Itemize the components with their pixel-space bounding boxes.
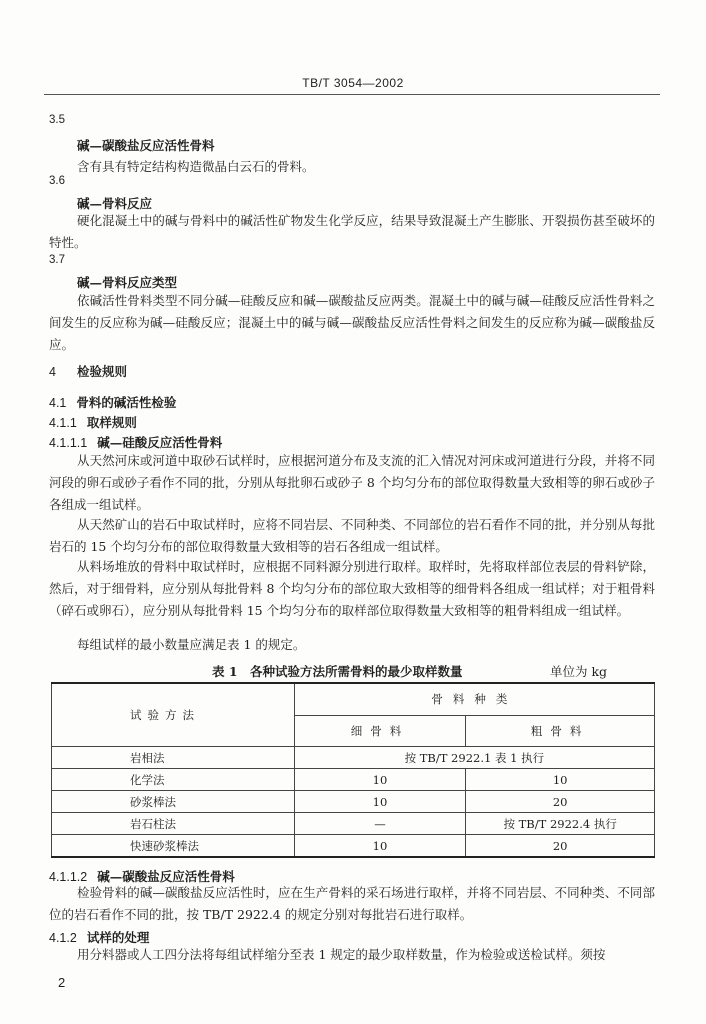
table-row — [52, 835, 655, 858]
section-3-6-number: 3.6 — [49, 175, 65, 187]
section-4-1-1-1-paragraph-1: 从天然河床或河道中取砂石试样时，应根据河道分布及支流的汇入情况对河床或河道进行分段，并将不同河段的卵石或砂子看作不同的批，分别从每批卵石或砂子 8 个均匀分布的部位取得数量大致相等的卵石或砂子各组成一组试样。 — [49, 453, 655, 512]
section-3-5-definition: 含有具有特定结构构造微晶白云石的骨料。 — [77, 159, 315, 174]
table-cell-fine: 10 — [294, 791, 466, 813]
table-1 — [51, 682, 655, 858]
table-cell-merged: 按 TB/T 2922.1 表 1 执行 — [294, 747, 654, 769]
section-3-5-number: 3.5 — [49, 114, 65, 126]
table-cell-fine: — — [294, 813, 466, 835]
table-cell-method: 岩石柱法 — [52, 813, 295, 835]
section-4-1-number: 4.1 — [49, 396, 67, 410]
section-3-6-term: 碱—骨料反应 — [77, 196, 153, 211]
section-4-1-1-1-paragraph-2: 从天然矿山的岩石中取试样时，应将不同岩层、不同种类、不同部位的岩石看作不同的批，并分别从每批岩石的 15 个均匀分布的部位取得数量大致相等的岩石各组成一组试样。 — [49, 517, 655, 554]
section-4-1-2-title: 试样的处理 — [86, 930, 150, 945]
table-header-coarse: 粗骨料 — [466, 715, 655, 747]
table-header-fine: 细骨料 — [294, 715, 466, 747]
table-header-row — [52, 683, 655, 715]
table-row — [52, 791, 655, 813]
table-cell-method: 砂浆棒法 — [52, 791, 295, 813]
table-cell-fine: 10 — [294, 835, 466, 858]
table-cell-coarse: 10 — [466, 769, 655, 791]
table-cell-method: 快速砂浆棒法 — [52, 835, 295, 858]
section-4-1-1-title: 取样规则 — [86, 415, 137, 430]
section-3-5-term: 碱—碳酸盐反应活性骨料 — [77, 138, 215, 153]
section-4-1-2-number: 4.1.2 — [49, 931, 77, 945]
section-4-1-1-2-paragraph: 检验骨料的碱—碳酸盐反应活性时，应在生产骨料的采石场进行取样，并将不同岩层、不同种类、不同部位的岩石看作不同的批，按 TB/T 2922.4 的规定分别对每批岩石进行取样。 — [49, 885, 655, 922]
section-4-1-1-1-heading — [49, 433, 222, 451]
page-number: 2 — [58, 975, 66, 990]
table-1-unit: 单位为 kg — [550, 664, 608, 679]
table-row — [52, 747, 655, 769]
section-3-7-term: 碱—骨料反应类型 — [77, 275, 178, 290]
section-3-7-definition: 依碱活性骨料类型不同分碱—硅酸反应和碱—碳酸盐反应两类。混凝土中的碱与碱—硅酸反应活性骨料之间发生的反应称为碱—硅酸反应；混凝土中的碱与碱—碳酸盐反应活性骨料之间发生的反应称为碱—碳酸盐反应。 — [49, 293, 655, 352]
section-4-1-1-number: 4.1.1 — [49, 416, 77, 430]
table-row — [52, 813, 655, 835]
standard-number-header: TB/T 3054—2002 — [302, 76, 404, 90]
section-4-1-heading — [49, 393, 176, 411]
table-row — [52, 769, 655, 791]
section-4-1-1-1-number: 4.1.1.1 — [49, 436, 88, 450]
section-4-title: 检验规则 — [77, 364, 128, 379]
section-4-1-2-paragraph: 用分料器或人工四分法将每组试样缩分至表 1 规定的最少取样数量，作为检验或送检试样。须按 — [77, 947, 606, 962]
section-4-number: 4 — [49, 365, 56, 379]
section-4-1-title: 骨料的碱活性检验 — [76, 395, 177, 410]
section-3-6-definition: 硬化混凝土中的碱与骨料中的碱活性矿物发生化学反应，结果导致混凝土产生膨胀、开裂损伤甚至破坏的特性。 — [49, 213, 655, 250]
table-cell-fine: 10 — [294, 769, 466, 791]
table-cell-coarse: 按 TB/T 2922.4 执行 — [466, 813, 655, 835]
table-header-aggregate-type: 骨料种类 — [294, 683, 654, 715]
section-4-heading — [49, 362, 127, 380]
section-4-1-1-1-paragraph-3: 从料场堆放的骨料中取试样时，应根据不同料源分别进行取样。取样时，先将取样部位表层的骨料铲除，然后，对于细骨料，应分别从每批骨料 8 个均匀分布的部位取大致相等的细骨料各组成一组试样；对于粗骨料（碎石或卵石），应分别从每批骨料 15 个均匀分布的取样部位取得数量大致相等的粗骨料组成一组试样。 — [49, 559, 655, 618]
section-4-1-1-heading — [49, 413, 137, 431]
table-1-caption: 表 1 各种试验方法所需骨料的最少取样数量 — [212, 664, 463, 679]
table-cell-coarse: 20 — [466, 791, 655, 813]
section-3-7-number: 3.7 — [49, 254, 65, 266]
header-rule — [44, 94, 660, 95]
section-4-1-1-1-paragraph-4: 每组试样的最小数量应满足表 1 的规定。 — [77, 637, 306, 652]
section-4-1-1-1-title: 碱—硅酸反应活性骨料 — [97, 435, 223, 450]
table-header-method: 试验方法 — [52, 683, 295, 747]
table-cell-coarse: 20 — [466, 835, 655, 858]
section-4-1-1-2-title: 碱—碳酸盐反应活性骨料 — [97, 869, 235, 884]
section-4-1-1-2-number: 4.1.1.2 — [49, 870, 88, 884]
table-cell-method: 岩相法 — [52, 747, 295, 769]
table-cell-method: 化学法 — [52, 769, 295, 791]
